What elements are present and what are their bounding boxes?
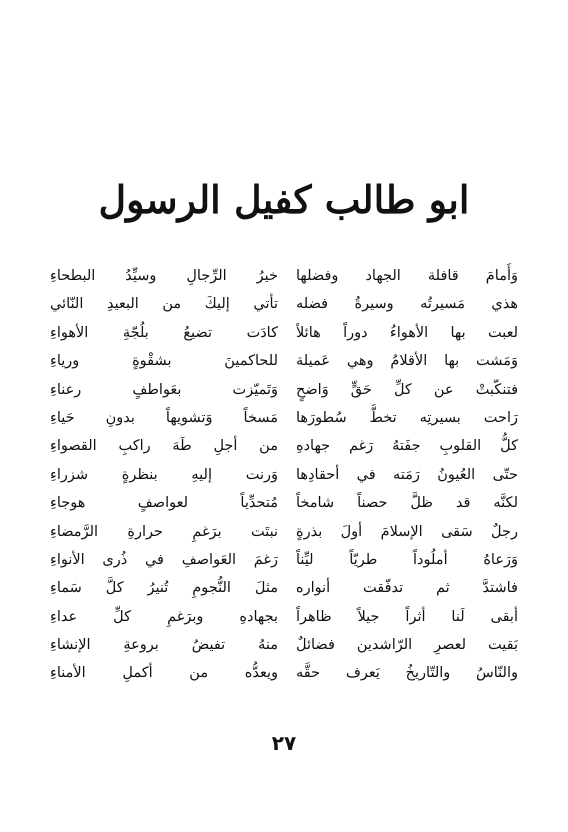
verse-line: رَغمَ العَواصفِ في ذُرى الأنواءِ [50, 551, 278, 568]
verse-line: من أجلِ طَهَ راكبِ القصواءِ [50, 438, 278, 455]
verse-line: مُتحدِّياً لعواصفٍ هوجاءِ [50, 495, 278, 512]
verse-line: كادَت تضيعُ بلُجّةِ الأهواءِ [50, 324, 278, 341]
verse-line: أبقى لَنا أثراً جيلاً ظاهراً [296, 608, 518, 625]
verse-line: بَقيت لعصرِ الرّاشدين فضائلٌ [296, 637, 518, 654]
verse-line: خيرُ الرِّجالِ وسيِّدُ البطحاءِ [50, 268, 278, 284]
verse-line: مَسخاً وَتشويهاً بدونِ حَياءِ [50, 409, 278, 426]
verse-line: وَتَميّزت بعَواطفٍ رعناءِ [50, 381, 278, 398]
verse-line: فتنكّبتْ عن كلِّ حَقٍّ وَاضحٍ [296, 381, 518, 398]
verse-line: وَمَشت بها الأقلامُ وهي عَميلة [296, 353, 518, 370]
verse-line: فاشتدَّ ثم تدفّقت أنواره [296, 580, 518, 597]
verse-line: وَرنت إليهِ بنظرةٍ شزراءِ [50, 466, 278, 483]
verse-line: ويعدُّه من أكملِ الأمناءِ [50, 665, 278, 682]
verse-line: رجلٌ سَقى الإسلامَ أولَ بذرةٍ [296, 523, 518, 540]
verse-line: كلُّ القلوبِ جفَتهُ رَغم جهادهِ [296, 438, 518, 455]
verse-line: هذي مَسيرتُه وسيرةُ فضله [296, 296, 518, 313]
verse-line: منهُ تفيضُ بروعةِ الإنشاءِ [50, 637, 278, 654]
poem-left-column [50, 262, 278, 688]
verse-line: والنّاسُ والتّاريخُ يَعرف حقَّه [296, 665, 518, 682]
verse-line: مثلَ النُّجومِ تُنيرُ كلَّ سَماءِ [50, 580, 278, 597]
verse-line: للحاكمينَ بشقْوةٍ ورياءِ [50, 353, 278, 370]
verse-line: حتّى العُيونُ رَمَته في أحقادِها [296, 466, 518, 483]
verse-line: تأتي إليكَ من البعيدِ النّائي [50, 296, 278, 313]
page-title: ابو طالب كفيل الرسول [98, 177, 470, 222]
page-number: ٢٧ [271, 731, 297, 755]
verse-line: وَرَعاهُ أملُوداً طريّاً ليِّناً [296, 551, 518, 568]
verse-line: وَأَمامَ قافلة الجهاد وفضلها [296, 268, 518, 284]
verse-line: لكنَّه قد ظلَّ حصناً شامخاً [296, 495, 518, 512]
poem-right-column [296, 262, 518, 688]
verse-line: رَاحت بسيرتِه تخطُّ سُطورَها [296, 409, 518, 426]
verse-line: لعبت بها الأهواءُ دوراً هائلاً [296, 324, 518, 341]
verse-line: نبتَت برَغمِ حرارةِ الرَّمضاءِ [50, 523, 278, 540]
verse-line: بجهادهِ وبرَغمِ كلِّ عداءِ [50, 608, 278, 625]
